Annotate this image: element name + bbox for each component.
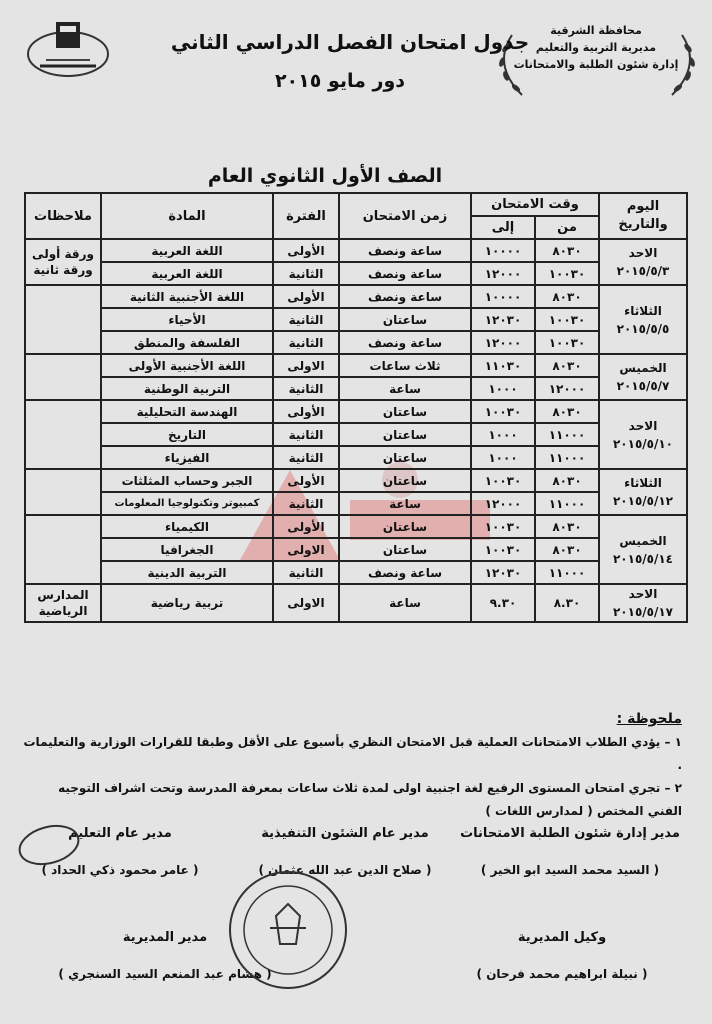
signature-name: ( عامر محمود ذكي الحداد ) — [41, 863, 199, 877]
cell-duration: ساعة — [339, 377, 471, 400]
table-row — [25, 262, 687, 285]
header-notes: ملاحظات — [25, 193, 101, 239]
cell-duration: ساعتان — [339, 446, 471, 469]
day-date-cell — [599, 469, 687, 515]
cell-duration: ساعتان — [339, 538, 471, 561]
cell-period: الأولى — [273, 285, 339, 308]
cell-period: الأولى — [273, 239, 339, 262]
note-text: – يؤدي الطلاب الامتحانات العملية قبل الامتحان النظري بأسبوع على الأقل وطبقا للقرارات الوزارية والتعليمات . — [23, 735, 682, 772]
note-item — [22, 731, 682, 777]
cell-notes: ورقة أولى ورقة ثانية — [25, 239, 101, 285]
day-date-cell — [599, 285, 687, 354]
table-row — [25, 469, 687, 492]
cell-from: ٨٠٣٠ — [535, 469, 599, 492]
table-row — [25, 515, 687, 538]
signature-role: مدير عام الشئون التنفيذية — [261, 826, 429, 841]
cell-to: ٩.٣٠ — [471, 584, 535, 622]
cell-from: ٨٠٣٠ — [535, 515, 599, 538]
cell-to: ١٠٠٣٠ — [471, 515, 535, 538]
cell-to: ١١٠٣٠ — [471, 354, 535, 377]
cell-subject: التاريخ — [101, 423, 273, 446]
signature-name: ( نبيلة ابراهيم محمد فرحان ) — [476, 967, 648, 981]
day-date-cell — [599, 354, 687, 400]
day-name: الاحد — [628, 418, 658, 433]
handwritten-date-mark — [14, 820, 84, 870]
exam-date: ٢٠١٥/٥/١٠ — [612, 436, 674, 451]
signature-role: مدير إدارة شئون الطلبة الامتحانات — [460, 826, 680, 841]
org-line-governorate: محافظة الشرقية — [550, 24, 642, 37]
cell-notes — [25, 354, 101, 400]
cell-from: ٨.٣٠ — [535, 584, 599, 622]
cell-subject: الجبر وحساب المثلثات — [101, 469, 273, 492]
table-row — [25, 239, 687, 262]
cell-subject: تربية رياضية — [101, 584, 273, 622]
cell-period: الأولى — [273, 469, 339, 492]
cell-to: ١٠٠٠٠ — [471, 239, 535, 262]
cell-duration: ساعة ونصف — [339, 561, 471, 584]
note-item — [22, 777, 682, 823]
table-row — [25, 423, 687, 446]
header-day-date: اليوم والتاريخ — [599, 193, 687, 239]
day-name: الخميس — [619, 533, 667, 548]
cell-duration: ساعة ونصف — [339, 239, 471, 262]
cell-period: الأولى — [273, 515, 339, 538]
cell-subject: الفلسفة والمنطق — [101, 331, 273, 354]
cell-from: ١١٠٠٠ — [535, 423, 599, 446]
cell-from: ١١٠٠٠ — [535, 492, 599, 515]
cell-period: الاولى — [273, 354, 339, 377]
cell-duration: ثلاث ساعات — [339, 354, 471, 377]
cell-period: الاولى — [273, 538, 339, 561]
signature-role: وكيل المديرية — [517, 930, 607, 945]
note-text: – تجري امتحان المستوى الرفيع لغة اجنبية اولى لمدة ثلاث ساعات بمعرفة المدرسة وتحت اشراف التوجيه الفني المختص ( لمدارس اللغات ) — [58, 781, 682, 818]
day-name: الاحد — [628, 246, 658, 260]
cell-to: ١٠٠٠ — [471, 446, 535, 469]
org-line-directorate: مديرية التربية والتعليم — [535, 41, 657, 54]
cell-period: الثانية — [273, 331, 339, 354]
table-row — [25, 561, 687, 584]
signature-name: ( صلاح الدين عبد الله عثمان ) — [258, 863, 432, 877]
table-row — [25, 538, 687, 561]
cell-from: ١٠٠٣٠ — [535, 308, 599, 331]
table-row — [25, 492, 687, 515]
table-row — [25, 400, 687, 423]
header-period: الفترة — [273, 193, 339, 239]
cell-from: ١٢٠٠٠ — [535, 377, 599, 400]
table-row — [25, 377, 687, 400]
note-number: ١ — [674, 735, 682, 749]
table-row — [25, 446, 687, 469]
header-duration: زمن الامتحان — [339, 193, 471, 239]
cell-to: ١٢٠٣٠ — [471, 308, 535, 331]
cell-from: ٨٠٣٠ — [535, 400, 599, 423]
cell-subject: التربية الوطنية — [101, 377, 273, 400]
cell-from: ٨٠٣٠ — [535, 285, 599, 308]
grade-title: الصف الأول الثانوي العام — [207, 165, 443, 187]
cell-notes — [25, 400, 101, 469]
cell-duration: ساعتان — [339, 400, 471, 423]
cell-subject: الفيزياء — [101, 446, 273, 469]
day-name: الثلاثاء — [624, 303, 662, 318]
page-title: جدول امتحان الفصل الدراسي الثاني — [170, 30, 530, 54]
cell-subject: اللغة العربية — [101, 262, 273, 285]
cell-duration: ساعتان — [339, 308, 471, 331]
cell-period: الثانية — [273, 423, 339, 446]
cell-subject: التربية الدينية — [101, 561, 273, 584]
cell-subject: الكيمياء — [101, 515, 273, 538]
cell-period: الثانية — [273, 561, 339, 584]
table-row — [25, 584, 687, 622]
cell-to: ١٠٠٣٠ — [471, 538, 535, 561]
cell-duration: ساعة — [339, 584, 471, 622]
cell-subject: اللغة الأجنبية الثانية — [101, 285, 273, 308]
cell-subject: الهندسة التحليلية — [101, 400, 273, 423]
table-row — [25, 308, 687, 331]
header-to: إلى — [471, 216, 535, 239]
cell-notes: المدارس الرياضية — [25, 584, 101, 622]
cell-subject: اللغة الأجنبية الأولى — [101, 354, 273, 377]
cell-to: ١٢٠٠٠ — [471, 331, 535, 354]
exam-schedule-table — [24, 192, 688, 623]
cell-duration: ساعتان — [339, 515, 471, 538]
cell-duration: ساعة — [339, 492, 471, 515]
cell-to: ١٠٠٠ — [471, 377, 535, 400]
exam-date: ٢٠١٥/٥/١٤ — [612, 551, 674, 566]
cell-from: ١٠٠٣٠ — [535, 331, 599, 354]
cell-notes — [25, 469, 101, 515]
signature-name: ( هشام عبد المنعم السيد السنجري ) — [58, 967, 272, 981]
cell-duration: ساعتان — [339, 423, 471, 446]
official-stamp — [226, 868, 350, 992]
cell-period: الثانية — [273, 492, 339, 515]
cell-from: ١١٠٠٠ — [535, 561, 599, 584]
cell-from: ١١٠٠٠ — [535, 446, 599, 469]
cell-to: ١٢٠٣٠ — [471, 561, 535, 584]
cell-to: ١٢٠٠٠ — [471, 492, 535, 515]
signature-block — [450, 826, 690, 877]
cell-duration: ساعتان — [339, 469, 471, 492]
cell-from: ٨٠٣٠ — [535, 239, 599, 262]
cell-to: ١٠٠٣٠ — [471, 400, 535, 423]
day-name: الخميس — [619, 361, 667, 375]
cell-period: الثانية — [273, 308, 339, 331]
org-line-department: إدارة شئون الطلبة والامتحانات — [513, 58, 679, 71]
header-from: من — [535, 216, 599, 239]
cell-to: ١٠٠٣٠ — [471, 469, 535, 492]
cell-period: الثانية — [273, 262, 339, 285]
note-number: ٢ — [674, 781, 682, 795]
day-date-cell — [599, 400, 687, 469]
cell-notes — [25, 515, 101, 584]
cell-to: ١٠٠٠ — [471, 423, 535, 446]
exam-date: ٢٠١٥/٥/٣ — [616, 264, 670, 278]
exam-session: دور مايو ٢٠١٥ — [274, 70, 406, 92]
cell-to: ١٠٠٠٠ — [471, 285, 535, 308]
cell-subject: الجغرافيا — [101, 538, 273, 561]
table-row — [25, 285, 687, 308]
signature-role: مدير المديرية — [122, 930, 208, 945]
cell-period: الثانية — [273, 446, 339, 469]
cell-period: الأولى — [273, 400, 339, 423]
cell-period: الثانية — [273, 377, 339, 400]
signature-name: ( السيد محمد السيد ابو الخير ) — [480, 863, 660, 877]
table-row — [25, 354, 687, 377]
cell-subject: اللغة العربية — [101, 239, 273, 262]
notes-heading: ملحوظة : — [616, 711, 682, 727]
exam-date: ٢٠١٥/٥/٧ — [616, 379, 670, 393]
header-exam-time: وقت الامتحان — [471, 193, 599, 216]
cell-subject: الأحياء — [101, 308, 273, 331]
cell-duration: ساعة ونصف — [339, 285, 471, 308]
cell-to: ١٢٠٠٠ — [471, 262, 535, 285]
notes-section — [22, 708, 682, 823]
signature-block — [452, 930, 672, 981]
table-row — [25, 331, 687, 354]
cell-from: ٨٠٣٠ — [535, 538, 599, 561]
header-subject: المادة — [101, 193, 273, 239]
cell-notes — [25, 285, 101, 354]
day-date-cell — [599, 515, 687, 584]
ministry-logo — [22, 14, 114, 80]
exam-date: ٢٠١٥/٥/١٢ — [612, 494, 674, 508]
day-name: الثلاثاء — [624, 476, 662, 490]
cell-period: الاولى — [273, 584, 339, 622]
cell-from: ١٠٠٣٠ — [535, 262, 599, 285]
signature-role: مدير عام التعليم — [68, 826, 172, 841]
day-date-cell — [599, 239, 687, 285]
exam-date: ٢٠١٥/٥/١٧ — [612, 605, 674, 619]
cell-subject: كمبيوتر وتكنولوجيا المعلومات — [101, 492, 273, 515]
exam-date: ٢٠١٥/٥/٥ — [616, 321, 670, 336]
day-name: الاحد — [628, 587, 658, 601]
cell-duration: ساعة ونصف — [339, 331, 471, 354]
cell-duration: ساعة ونصف — [339, 262, 471, 285]
cell-from: ٨٠٣٠ — [535, 354, 599, 377]
day-date-cell — [599, 584, 687, 622]
